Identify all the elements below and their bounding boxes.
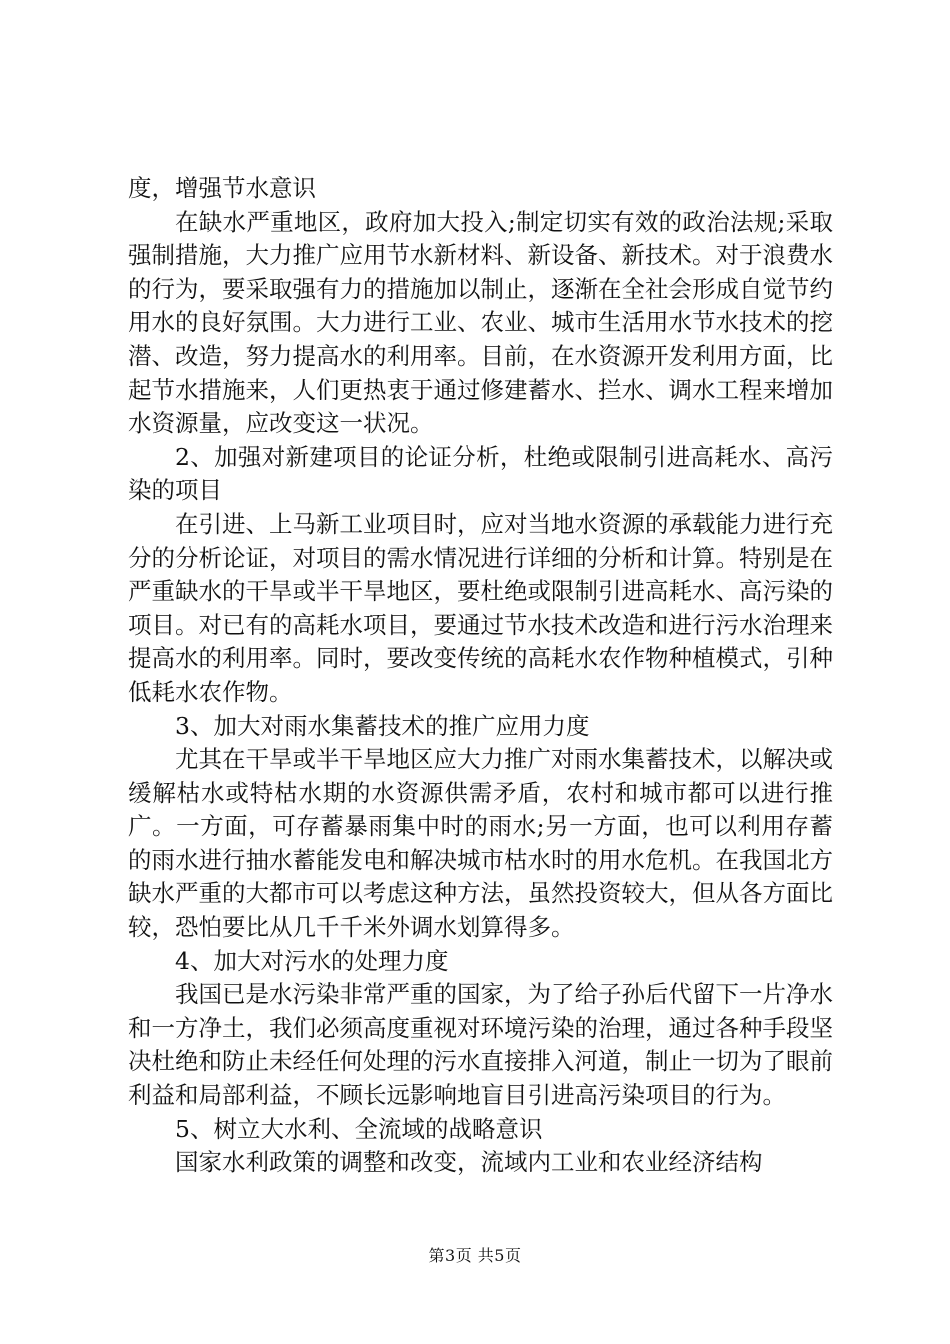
paragraph-national-policy: 国家水利政策的调整和改变，流域内工业和农业经济结构 [175, 1148, 763, 1177]
section-heading-4: 4、加大对污水的处理力度 [175, 946, 449, 975]
page-number-footer: 第3页 共5页 [428, 1246, 522, 1265]
paragraph-project-analysis: 在引进、上马新工业项目时，应对当地水资源的承载能力进行充分的分析论证，对项目的需水情况进行详细的分析和计算。特别是在严重缺水的干旱或半干旱地区，要杜绝或限制引进高耗水、高污染的项目。对已有的高耗水项目，要通过节水技术改造和进行污水治理来提高水的利用率。同时，要改变传统的高耗水农作物种植模式，引种低耗水农作物。 [128, 509, 833, 706]
document-body [128, 172, 833, 1180]
paragraph-rainwater-harvesting: 尤其在干旱或半干旱地区应大力推广对雨水集蓄技术，以解决或缓解枯水或特枯水期的水资源供需矛盾，农村和城市都可以进行推广。一方面，可存蓄暴雨集中时的雨水;另一方面，也可以利用存蓄的雨水进行抽水蓄能发电和解决城市枯水时的用水危机。在我国北方缺水严重的大都市可以考虑这种方法，虽然投资较大，但从各方面比较，恐怕要比从几千千米外调水划算得多。 [128, 745, 833, 942]
paragraph-sewage-treatment: 我国已是水污染非常严重的国家，为了给子孙后代留下一片净水和一方净土，我们必须高度重视对环境污染的治理，通过各种手段坚决杜绝和防止未经任何处理的污水直接排入河道，制止一切为了眼前利益和局部利益，不顾长远影响地盲目引进高污染项目的行为。 [128, 980, 833, 1110]
section-heading-2: 2、加强对新建项目的论证分析，杜绝或限制引进高耗水、高污染的项目 [128, 442, 833, 505]
section-heading-3: 3、加大对雨水集蓄技术的推广应用力度 [175, 711, 590, 740]
paragraph-continuation: 度，增强节水意识 [128, 174, 316, 202]
section-heading-5: 5、树立大水利、全流域的战略意识 [175, 1114, 543, 1143]
paragraph-water-saving-measures: 在缺水严重地区，政府加大投入;制定切实有效的政治法规;采取强制措施，大力推广应用节水新材料、新设备、新技术。对于浪费水的行为，要采取强有力的措施加以制止，逐渐在全社会形成自觉节约用水的良好氛围。大力进行工业、农业、城市生活用水节水技术的挖潜、改造，努力提高水的利用率。目前，在水资源开发利用方面，比起节水措施来，人们更热衷于通过修建蓄水、拦水、调水工程来增加水资源量，应改变这一状况。 [128, 207, 833, 438]
